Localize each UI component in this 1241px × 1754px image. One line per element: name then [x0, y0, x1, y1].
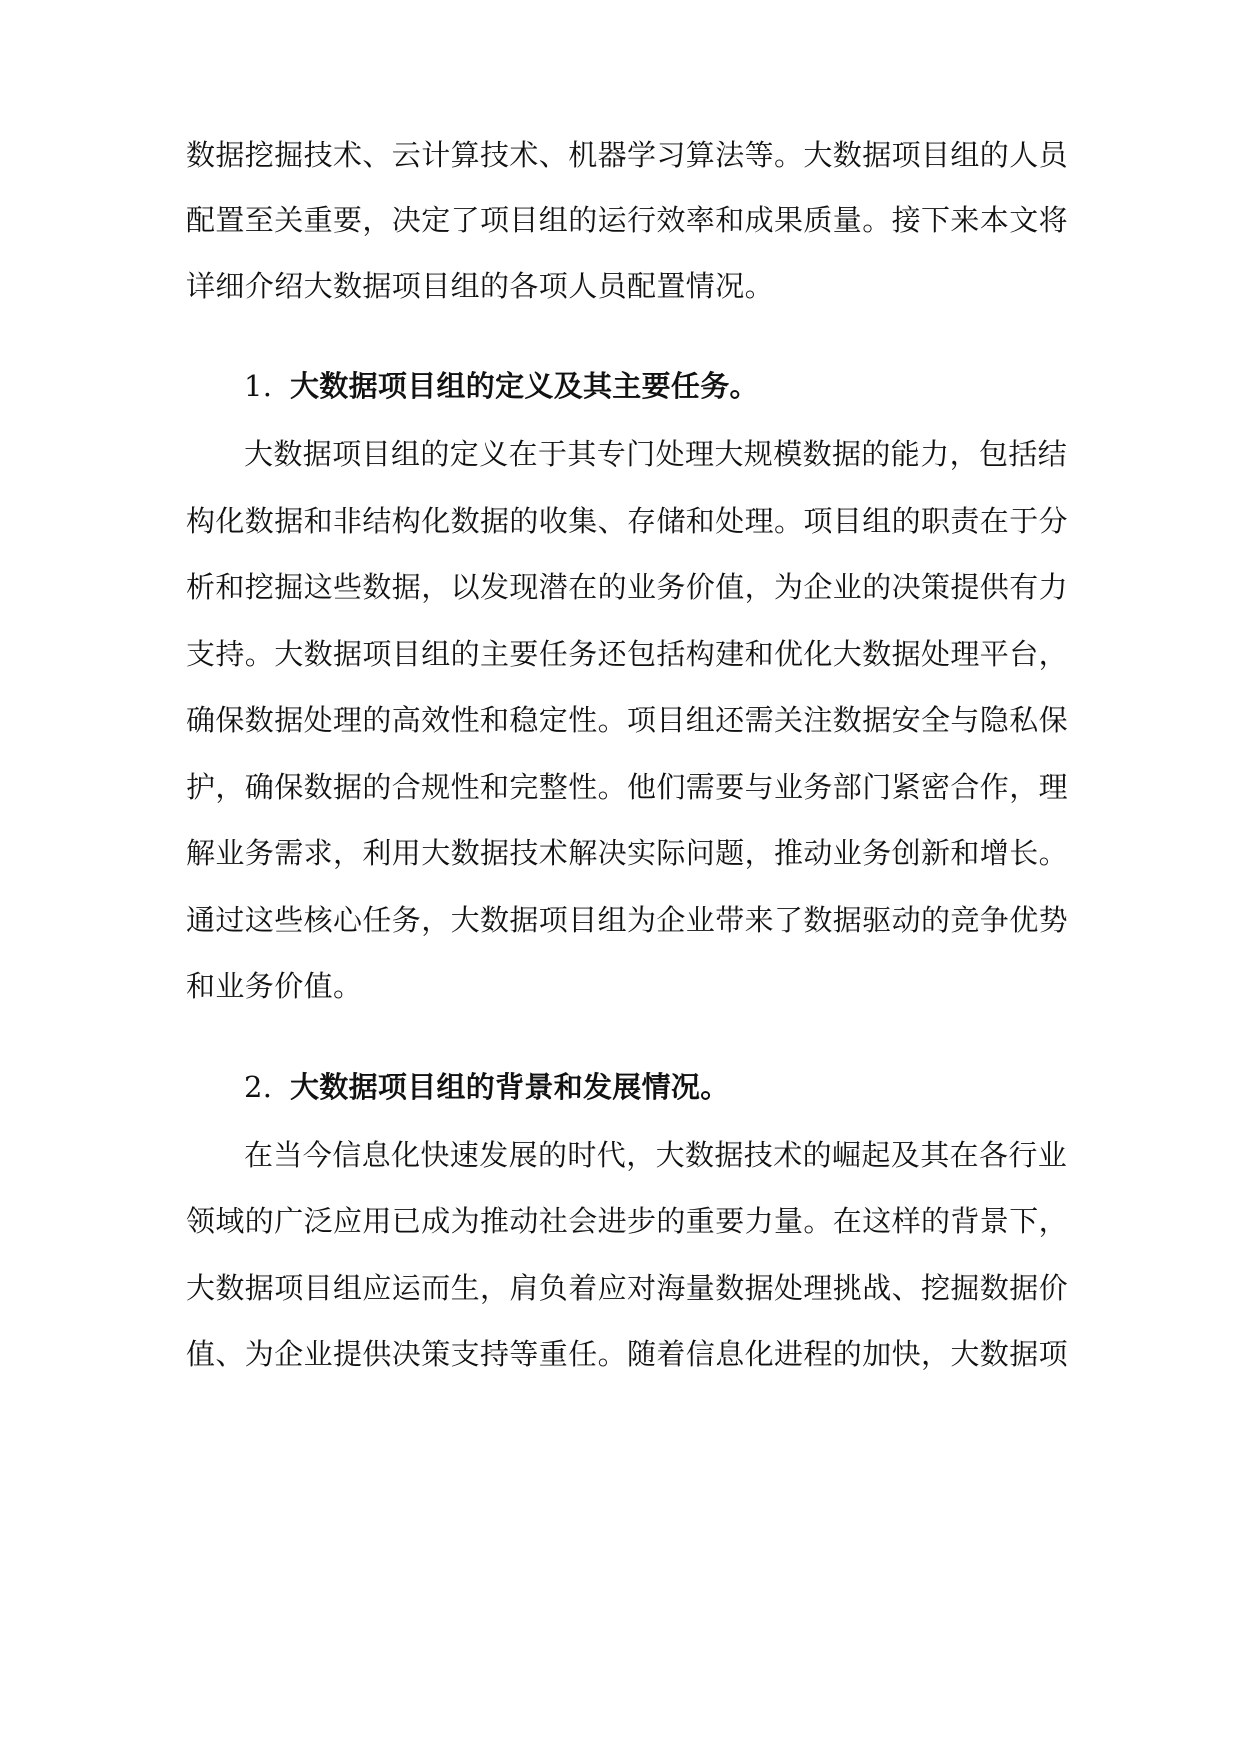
section-2-line-3: 大数据项目组应运而生，肩负着应对海量数据处理挑战、挖掘数据价: [186, 1271, 1069, 1305]
section-1-line-6: 护，确保数据的合规性和完整性。他们需要与业务部门紧密合作，理: [186, 770, 1069, 804]
section-1-line-4: 支持。大数据项目组的主要任务还包括构建和优化大数据处理平台，: [186, 637, 1069, 671]
section-1-number: 1.: [244, 369, 273, 403]
section-1-line-9: 和业务价值。: [186, 969, 363, 1003]
section-1-title: 大数据项目组的定义及其主要任务。: [290, 369, 759, 403]
section-1-line-5: 确保数据处理的高效性和稳定性。项目组还需关注数据安全与隐私保: [186, 703, 1069, 737]
section-2-line-4: 值、为企业提供决策支持等重任。随着信息化进程的加快，大数据项: [186, 1337, 1069, 1371]
section-1-line-8: 通过这些核心任务，大数据项目组为企业带来了数据驱动的竞争优势: [186, 903, 1069, 937]
section-1-line-7: 解业务需求，利用大数据技术解决实际问题，推动业务创新和增长。: [186, 836, 1069, 870]
intro-line-3: 详细介绍大数据项目组的各项人员配置情况。: [186, 269, 775, 303]
section-1-line-1: 大数据项目组的定义在于其专门处理大规模数据的能力，包括结: [244, 437, 1068, 471]
section-2-line-1: 在当今信息化快速发展的时代，大数据技术的崛起及其在各行业: [244, 1138, 1068, 1172]
section-2-heading: [244, 1067, 1064, 1107]
section-1-line-3: 析和挖掘这些数据，以发现潜在的业务价值，为企业的决策提供有力: [186, 570, 1069, 604]
intro-line-2: 配置至关重要，决定了项目组的运行效率和成果质量。接下来本文将: [186, 203, 1069, 237]
section-1-heading: [244, 366, 1064, 406]
section-1-line-2: 构化数据和非结构化数据的收集、存储和处理。项目组的职责在于分: [186, 504, 1069, 538]
section-2-number: 2.: [244, 1070, 273, 1104]
section-2-line-2: 领域的广泛应用已成为推动社会进步的重要力量。在这样的背景下，: [186, 1204, 1069, 1238]
section-2-title: 大数据项目组的背景和发展情况。: [290, 1070, 730, 1104]
intro-line-1: 数据挖掘技术、云计算技术、机器学习算法等。大数据项目组的人员: [186, 138, 1069, 172]
